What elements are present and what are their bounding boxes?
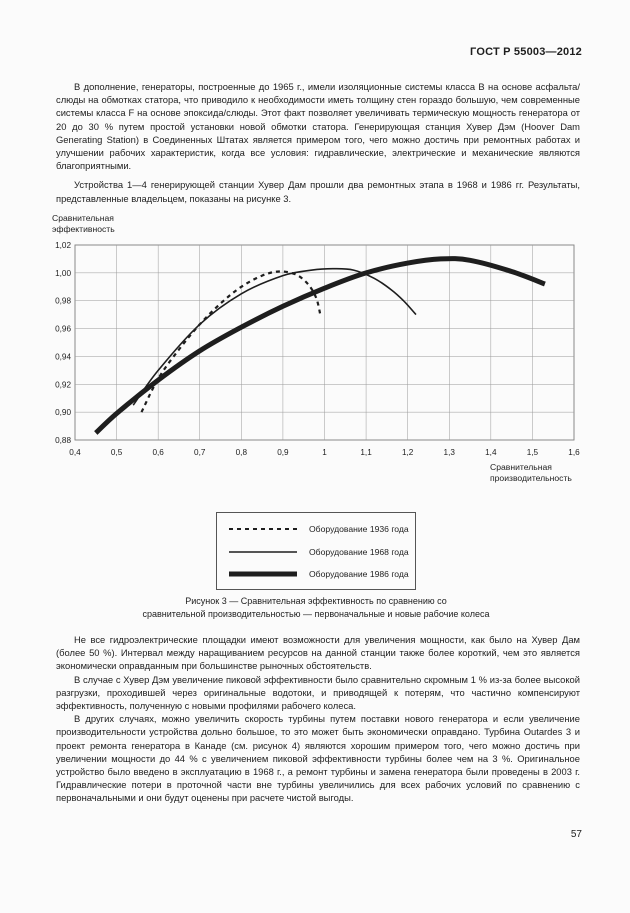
- legend-label: Оборудование 1968 года: [309, 547, 409, 557]
- x-axis-label-line1: Сравнительная: [490, 462, 552, 472]
- x-tick-label: 1,1: [360, 448, 372, 457]
- chart-ticks: [55, 241, 580, 457]
- legend-label: Оборудование 1936 года: [309, 524, 409, 534]
- x-tick-label: 0,5: [110, 448, 123, 457]
- y-tick-label: 0,96: [55, 324, 71, 334]
- thick-line-swatch: [227, 569, 299, 579]
- y-tick-label: 0,92: [55, 380, 71, 390]
- body-text: [56, 633, 580, 805]
- x-tick-label: 1,5: [526, 448, 539, 457]
- x-tick-label: 1,4: [485, 448, 497, 457]
- thin-line-swatch: [227, 547, 299, 557]
- paragraph: Устройства 1—4 генерирующей станции Хувер Дам прошли два ремонтных этапа в 1968 и 1986 гг. Результаты, представленные владельцем, показаны на рисунке 3.: [56, 179, 580, 204]
- page-number: 57: [570, 829, 582, 840]
- paragraph: В других случаях, можно увеличить скорость турбины путем поставки нового генератора и если увеличение производительности устройства дольно большое, то это может быть экономически оправдано. Турбина Outardes 3 и проект ремонта генератора в Канаде (см. рисунок 4) являются хорошим примером того, чего можно достичь при увеличении мощности до 44 % с увеличением пиковой эффективности турбины более чем на 3 %. Оригинальное устройство было введено в эксплуатацию в 1968 г., а ремонт турбины и замена генератора были проведены в 2003 г. Гидравлические потери в проточной части вне турбины увеличились для всех рабочих условий по сравнению с первоначальными и они будут оценены при расчете чистой выгоды.: [56, 713, 580, 804]
- x-tick-label: 0,6: [152, 448, 164, 457]
- x-tick-label: 1,2: [401, 448, 414, 457]
- x-tick-label: 0,8: [235, 448, 248, 457]
- x-tick-label: 0,9: [277, 448, 289, 457]
- y-tick-label: 0,94: [55, 352, 71, 362]
- y-tick-label: 0,88: [55, 436, 71, 445]
- y-tick-label: 1,02: [55, 241, 71, 250]
- standard-header: ГОСТ Р 55003—2012: [470, 46, 582, 58]
- series-line-1: [133, 269, 416, 406]
- legend-item-1986: [217, 566, 415, 584]
- chart-series: [96, 259, 545, 433]
- y-tick-label: 1,00: [55, 268, 71, 278]
- x-tick-label: 1,3: [443, 448, 455, 457]
- figure-caption: [60, 595, 572, 621]
- series-line-0: [142, 271, 321, 412]
- x-tick-label: 1: [322, 448, 327, 457]
- y-tick-label: 0,90: [55, 408, 71, 418]
- y-axis-label-line2: эффективность: [52, 224, 115, 234]
- dashed-line-swatch: [227, 524, 299, 534]
- y-axis-label-line1: Сравнительная: [52, 213, 114, 223]
- x-tick-label: 0,7: [194, 448, 206, 457]
- paragraph: В случае с Хувер Дэм увеличение пиковой эффективности было сравнительно скромным 1 % из-за более высокой разгрузки, проходившей через оригинальные водотоки, и приводящей к потерям, что частично компенсируют эффективность, полученную с новыми профилями рабочего колеса.: [56, 673, 580, 712]
- legend-label: Оборудование 1986 года: [309, 569, 409, 579]
- chart-legend: [216, 512, 416, 590]
- y-tick-label: 0,98: [55, 296, 71, 306]
- x-axis-label-line2: производительность: [490, 473, 572, 483]
- legend-item-1936: [217, 521, 415, 539]
- caption-line: сравнительной производительностью — первоначальные и новые рабочие колеса: [142, 609, 490, 619]
- chart-grid: [75, 245, 574, 440]
- x-tick-label: 0,4: [69, 448, 81, 457]
- series-line-2: [96, 259, 545, 433]
- paragraph: Не все гидроэлектрические площадки имеют возможности для увеличения мощности, как было на Хувер Дам (более 50 %). Интервал между наращиванием ресурсов на данной станции также более короткий, чем это является экономически оправданным при большинстве рыночных обстоятельств.: [56, 634, 580, 672]
- paragraph: В дополнение, генераторы, построенные до 1965 г., имели изоляционные системы класса В на основе асфальта/слюды на обмотках статора, что приводило к необходимости иметь толщину стен гораздо большую, чем современные системы класса F на основе эпоксида/слюды. Этот факт позволяет увеличивать термическую мощность генератора от 20 до 30 % путем простой установки новой обмотки статора. Генерирующая станция Хувер Дэм (Hoover Dam Generating Station) в Соединенных Штатах является примером того, чего можно достичь при ремонтных работах и улучшении рабочих характеристик, когда все условия: гидравлические, электрические и механические являются благоприятными.: [56, 81, 580, 172]
- caption-line: Рисунок 3 — Сравнительная эффективность по сравнению со: [185, 596, 447, 606]
- legend-item-1968: [217, 544, 415, 562]
- x-tick-label: 1,6: [568, 448, 580, 457]
